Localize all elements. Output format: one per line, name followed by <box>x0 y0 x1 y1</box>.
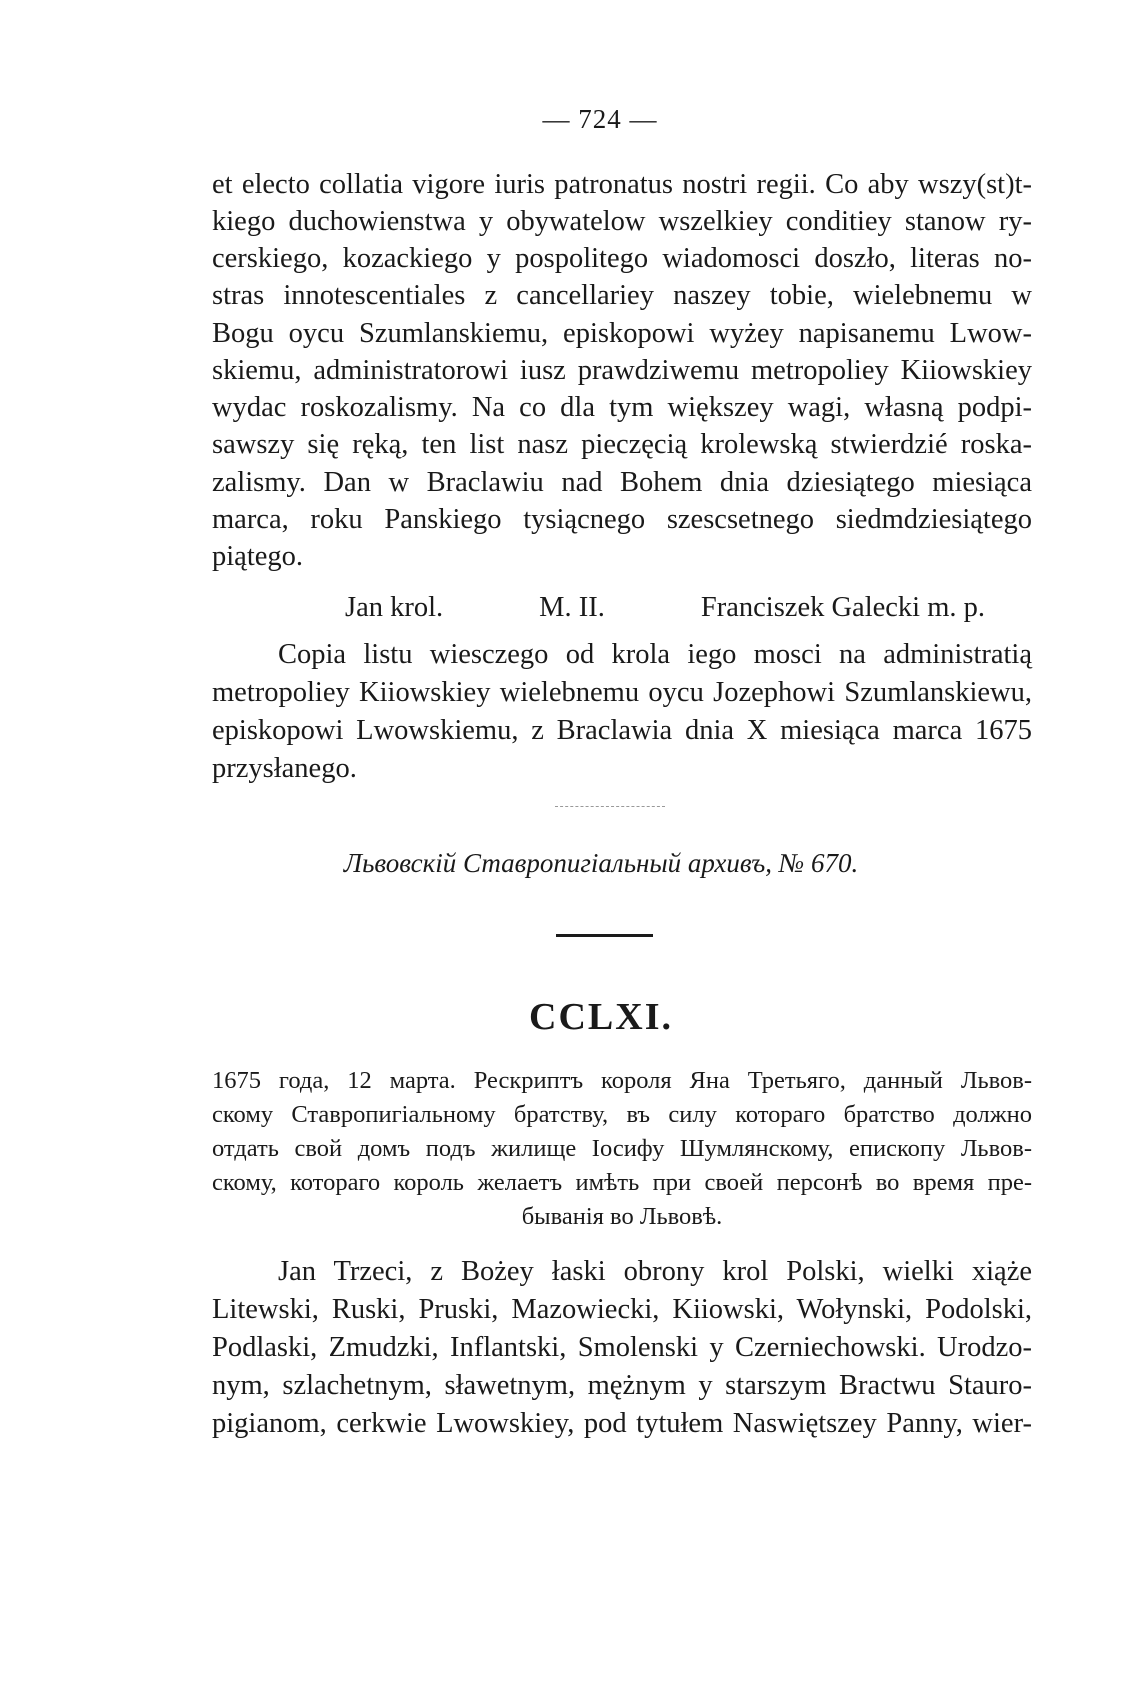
page-number: — 724 — <box>542 104 658 134</box>
body-line: Bogu oycu Szumlanskiemu, episkopowi wyżey napisanemu Lwow- <box>212 318 1032 349</box>
body-line: piątego. <box>212 541 304 572</box>
body-line: wydac roskozalismy. Na co dla tym większey wagi, własną podpi- <box>212 392 1032 423</box>
body-line: skiemu, administratorowi iusz prawdziwemu metropoliey Kiiowskiey <box>212 355 1032 386</box>
body-line: sawszy się ręką, ten list nasz pieczęcią krolewską stwierdzié roska- <box>212 429 1032 460</box>
body-line: et electo collatia vigore iuris patronatus nostri regii. Co aby wszy(st)t- <box>212 169 1032 200</box>
body-line: cerskiego, kozackiego y pospolitego wiadomosci doszło, literas no- <box>212 243 1032 274</box>
signature-king: Jan krol. <box>345 592 444 623</box>
text-line: Jan Trzeci, z Bożey łaski obrony krol Polski, wielki xiąże <box>278 1256 1032 1287</box>
body-line: kiego duchowienstwa y obywatelow wszelkiey conditiey stanow ry- <box>212 206 1032 237</box>
text-line: Podlaski, Zmudzki, Inflantski, Smolenski y Czerniechowski. Urodzo- <box>212 1332 1032 1363</box>
signature-seal: M. II. <box>539 592 605 623</box>
archive-reference: Львовскій Ставропигіальный архивъ, № 670. <box>343 848 859 878</box>
copy-line: metropoliey Kiiowskiey wielebnemu oycu Jozephowi Szumlanskiewu, <box>212 677 1032 708</box>
summary-line: 1675 года, 12 марта. Рескриптъ короля Яна Третьяго, данный Львов- <box>212 1067 1032 1094</box>
summary-line: быванія во Львовѣ. <box>521 1203 723 1230</box>
summary-line: скому, котораго король желаетъ имѣть при своей персонѣ во время пре- <box>212 1169 1032 1196</box>
body-line: stras innotescentiales z cancellariey naszey tobie, wielebnemu w <box>212 280 1032 311</box>
text-line: nym, szlachetnym, sławetnym, mężnym y starszym Bractwu Stauro- <box>212 1370 1032 1401</box>
body-line: marca, roku Panskiego tysiącnego szescsetnego siedmdziesiątego <box>212 504 1032 535</box>
signature-secretary: Franciszek Galecki m. p. <box>700 592 985 623</box>
section-rule <box>556 934 653 937</box>
summary-line: отдать свой домъ подъ жилище Іосифу Шумлянскому, епископу Львов- <box>212 1135 1032 1162</box>
copy-line: przysłanego. <box>212 753 357 784</box>
text-line: Litewski, Ruski, Pruski, Mazowiecki, Kiiowski, Wołynski, Podolski, <box>212 1294 1032 1325</box>
copy-line: Copia listu wiesczego od krola iego mosci na administratią <box>278 639 1032 670</box>
signature-block <box>345 590 985 626</box>
document-heading: CCLXI. <box>529 996 673 1038</box>
separator-dots <box>555 806 665 807</box>
summary-line: скому Ставропигіальному братству, въ силу котораго братство должно <box>212 1101 1032 1128</box>
copy-line: episkopowi Lwowskiemu, z Braclawia dnia X miesiąca marca 1675 <box>212 715 1032 746</box>
body-line: zalismy. Dan w Braclawiu nad Bohem dnia dziesiątego miesiąca <box>212 467 1032 498</box>
text-line: pigianom, cerkwie Lwowskiey, pod tytułem Naswiętszey Panny, wier- <box>212 1408 1032 1439</box>
